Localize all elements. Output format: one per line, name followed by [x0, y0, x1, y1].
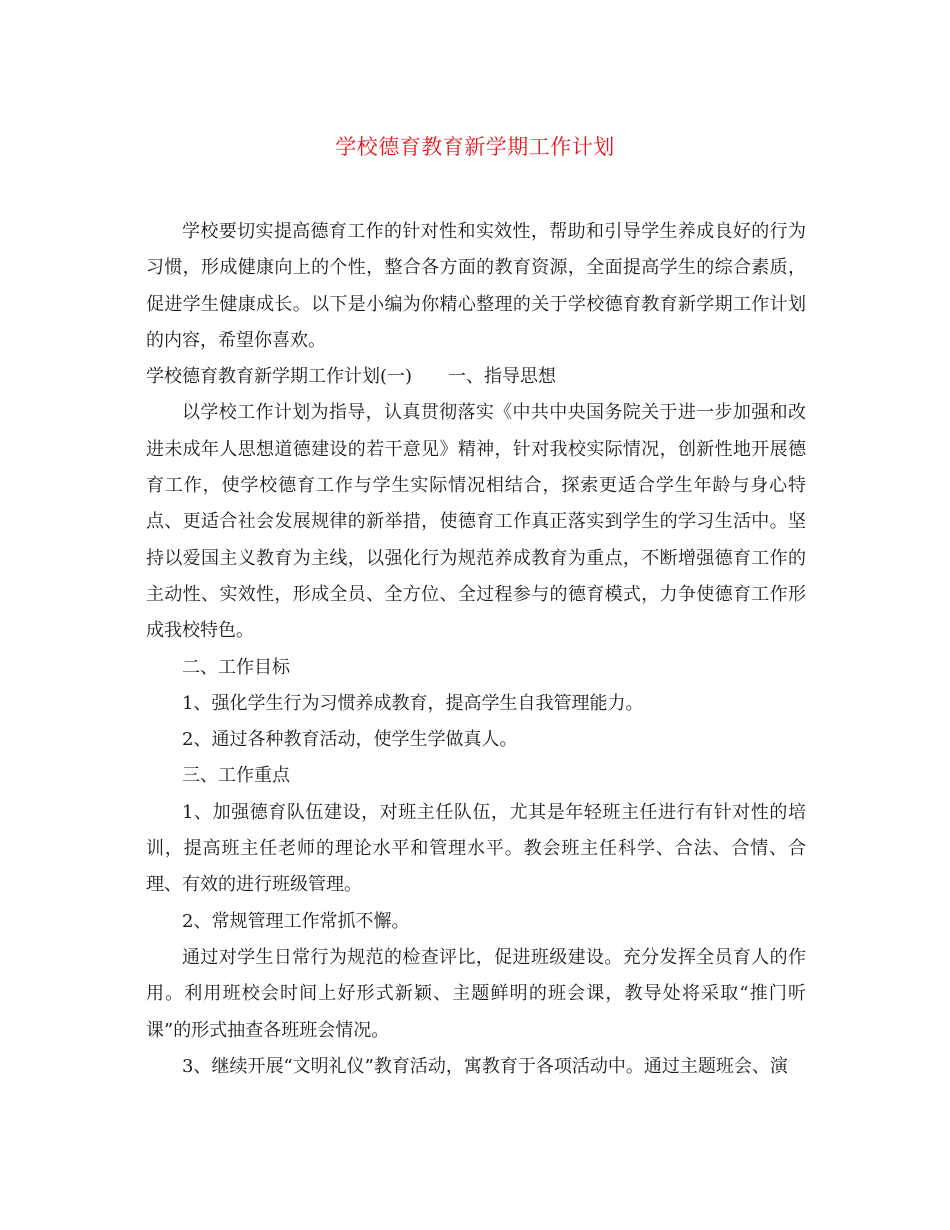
section2-item-2: 2、通过各种教育活动，使学生学做真人。 — [182, 729, 518, 751]
section2-heading: 二、工作目标 — [182, 656, 290, 678]
section3-item-2-paragraph: 通过对学生日常行为规范的检查评比，促进班级建设。充分发挥全员育人的作用。利用班校会时间上好形式新颖、主题鲜明的班会课，教导处将采取“推门听课”的形式抽查各班班会情况。 — [146, 946, 806, 1041]
section1-paragraph: 以学校工作计划为指导，认真贯彻落实《中共中央国务院关于进一步加强和改进未成年人思想道德建设的若干意见》精神，针对我校实际情况，创新性地开展德育工作，使学校德育工作与学生实际情况相结合，探索更适合学生年龄与身心特点、更适合社会发展规律的新举措，使德育工作真正落实到学生的学习生活中。坚持以爱国主义教育为主线，以强化行为规范养成教育为重点，不断增强德育工作的主动性、实效性，形成全员、全方位、全过程参与的德育模式，力争使德育工作形成我校特色。 — [146, 402, 806, 642]
document-title: 学校德育教育新学期工作计划 — [335, 135, 615, 159]
intro-paragraph: 学校要切实提高德育工作的针对性和实效性，帮助和引导学生养成良好的行为习惯，形成健康向上的个性，整合各方面的教育资源，全面提高学生的综合素质，促进学生健康成长。以下是小编为你精心整理的关于学校德育教育新学期工作计划的内容，希望你喜欢。 — [146, 221, 806, 351]
section3-item-2: 2、常规管理工作常抓不懈。 — [182, 910, 410, 932]
section3-item-3: 3、继续开展“文明礼仪”教育活动，寓教育于各项活动中。通过主题班会、演 — [182, 1055, 788, 1077]
section3-heading: 三、工作重点 — [182, 765, 290, 787]
section3-item-1: 1、加强德育队伍建设，对班主任队伍，尤其是年轻班主任进行有针对性的培训，提高班主任老师的理论水平和管理水平。教会班主任科学、合法、合情、合理、有效的进行班级管理。 — [146, 801, 806, 896]
plan-heading: 学校德育教育新学期工作计划(一) — [146, 366, 413, 388]
document-body — [146, 214, 806, 1085]
section2-item-1: 1、强化学生行为习惯养成教育，提高学生自我管理能力。 — [182, 692, 644, 714]
plan-heading-line — [146, 359, 806, 395]
section1-heading: 一、指导思想 — [448, 366, 557, 388]
